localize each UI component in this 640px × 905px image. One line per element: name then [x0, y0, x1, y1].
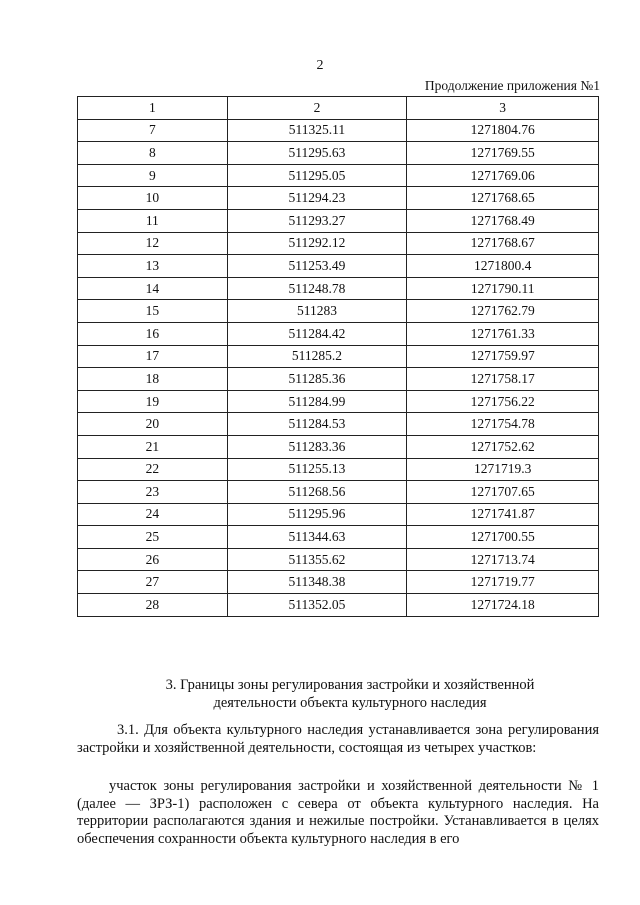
cell-point-number: 19 [78, 390, 228, 413]
table-row [78, 300, 599, 323]
cell-point-number: 10 [78, 187, 228, 210]
cell-x-coordinate: 511283 [227, 300, 407, 323]
cell-y-coordinate: 1271724.18 [407, 594, 599, 617]
column-header-x: 2 [227, 97, 407, 120]
cell-x-coordinate: 511292.12 [227, 232, 407, 255]
cell-y-coordinate: 1271713.74 [407, 548, 599, 571]
coordinates-table [77, 96, 599, 617]
cell-x-coordinate: 511295.05 [227, 164, 407, 187]
cell-x-coordinate: 511284.42 [227, 322, 407, 345]
cell-point-number: 9 [78, 164, 228, 187]
cell-x-coordinate: 511293.27 [227, 209, 407, 232]
cell-point-number: 8 [78, 142, 228, 165]
cell-point-number: 17 [78, 345, 228, 368]
cell-y-coordinate: 1271768.67 [407, 232, 599, 255]
cell-x-coordinate: 511255.13 [227, 458, 407, 481]
cell-y-coordinate: 1271804.76 [407, 119, 599, 142]
cell-point-number: 16 [78, 322, 228, 345]
cell-point-number: 21 [78, 435, 228, 458]
table-row [78, 594, 599, 617]
cell-y-coordinate: 1271768.49 [407, 209, 599, 232]
cell-x-coordinate: 511284.99 [227, 390, 407, 413]
cell-x-coordinate: 511355.62 [227, 548, 407, 571]
table-row [78, 277, 599, 300]
cell-y-coordinate: 1271790.11 [407, 277, 599, 300]
cell-y-coordinate: 1271768.65 [407, 187, 599, 210]
cell-x-coordinate: 511344.63 [227, 526, 407, 549]
table-row [78, 119, 599, 142]
cell-y-coordinate: 1271719.3 [407, 458, 599, 481]
cell-point-number: 13 [78, 255, 228, 278]
table-row [78, 255, 599, 278]
table-row [78, 142, 599, 165]
cell-x-coordinate: 511352.05 [227, 594, 407, 617]
table-row [78, 548, 599, 571]
cell-x-coordinate: 511284.53 [227, 413, 407, 436]
cell-point-number: 22 [78, 458, 228, 481]
cell-x-coordinate: 511285.36 [227, 368, 407, 391]
cell-y-coordinate: 1271741.87 [407, 503, 599, 526]
section-heading-line1: 3. Границы зоны регулирования застройки и хозяйственной [165, 677, 535, 693]
cell-x-coordinate: 511268.56 [227, 481, 407, 504]
cell-point-number: 26 [78, 548, 228, 571]
cell-y-coordinate: 1271752.62 [407, 435, 599, 458]
table-body [78, 119, 599, 616]
section-heading [0, 676, 640, 712]
cell-y-coordinate: 1271762.79 [407, 300, 599, 323]
cell-y-coordinate: 1271719.77 [407, 571, 599, 594]
cell-point-number: 12 [78, 232, 228, 255]
cell-point-number: 27 [78, 571, 228, 594]
cell-x-coordinate: 511253.49 [227, 255, 407, 278]
cell-y-coordinate: 1271756.22 [407, 390, 599, 413]
cell-x-coordinate: 511348.38 [227, 571, 407, 594]
cell-x-coordinate: 511248.78 [227, 277, 407, 300]
cell-x-coordinate: 511283.36 [227, 435, 407, 458]
cell-x-coordinate: 511295.96 [227, 503, 407, 526]
table-header-row [78, 97, 599, 120]
cell-y-coordinate: 1271707.65 [407, 481, 599, 504]
table-row [78, 209, 599, 232]
paragraph-3-1: 3.1. Для объекта культурного наследия устанавливается зона регулирования застройки и хозяйственной деятельности, состоящая из четырех участков: [77, 722, 599, 756]
column-header-point: 1 [78, 97, 228, 120]
table-row [78, 164, 599, 187]
table-row [78, 345, 599, 368]
table-row [78, 526, 599, 549]
table-row [78, 481, 599, 504]
cell-point-number: 7 [78, 119, 228, 142]
cell-y-coordinate: 1271800.4 [407, 255, 599, 278]
cell-point-number: 24 [78, 503, 228, 526]
cell-x-coordinate: 511294.23 [227, 187, 407, 210]
cell-y-coordinate: 1271769.55 [407, 142, 599, 165]
table-row [78, 503, 599, 526]
table-row [78, 232, 599, 255]
cell-point-number: 14 [78, 277, 228, 300]
table-row [78, 390, 599, 413]
paragraph-zrz-1: участок зоны регулирования застройки и хозяйственной деятельности № 1 (далее — ЗРЗ-1) расположен с севера от объекта культурного наследия. На территории располагаются здания и нежилые постройки. Устанавливается в целях обеспечения сохранности объекта культурного наследия в его [77, 778, 599, 847]
cell-point-number: 20 [78, 413, 228, 436]
cell-y-coordinate: 1271700.55 [407, 526, 599, 549]
cell-point-number: 28 [78, 594, 228, 617]
cell-x-coordinate: 511285.2 [227, 345, 407, 368]
cell-x-coordinate: 511295.63 [227, 142, 407, 165]
cell-x-coordinate: 511325.11 [227, 119, 407, 142]
cell-point-number: 25 [78, 526, 228, 549]
cell-point-number: 11 [78, 209, 228, 232]
cell-y-coordinate: 1271759.97 [407, 345, 599, 368]
table-row [78, 435, 599, 458]
cell-y-coordinate: 1271769.06 [407, 164, 599, 187]
table-row [78, 571, 599, 594]
table-row [78, 322, 599, 345]
table-row [78, 187, 599, 210]
table-row [78, 368, 599, 391]
cell-point-number: 18 [78, 368, 228, 391]
cell-y-coordinate: 1271754.78 [407, 413, 599, 436]
cell-y-coordinate: 1271761.33 [407, 322, 599, 345]
cell-y-coordinate: 1271758.17 [407, 368, 599, 391]
cell-point-number: 15 [78, 300, 228, 323]
page-number: 2 [316, 58, 324, 73]
column-header-y: 3 [407, 97, 599, 120]
appendix-continuation-note: Продолжение приложения №1 [424, 78, 600, 93]
table-row [78, 458, 599, 481]
cell-point-number: 23 [78, 481, 228, 504]
table-row [78, 413, 599, 436]
section-heading-line2: деятельности объекта культурного наследия [213, 695, 487, 711]
